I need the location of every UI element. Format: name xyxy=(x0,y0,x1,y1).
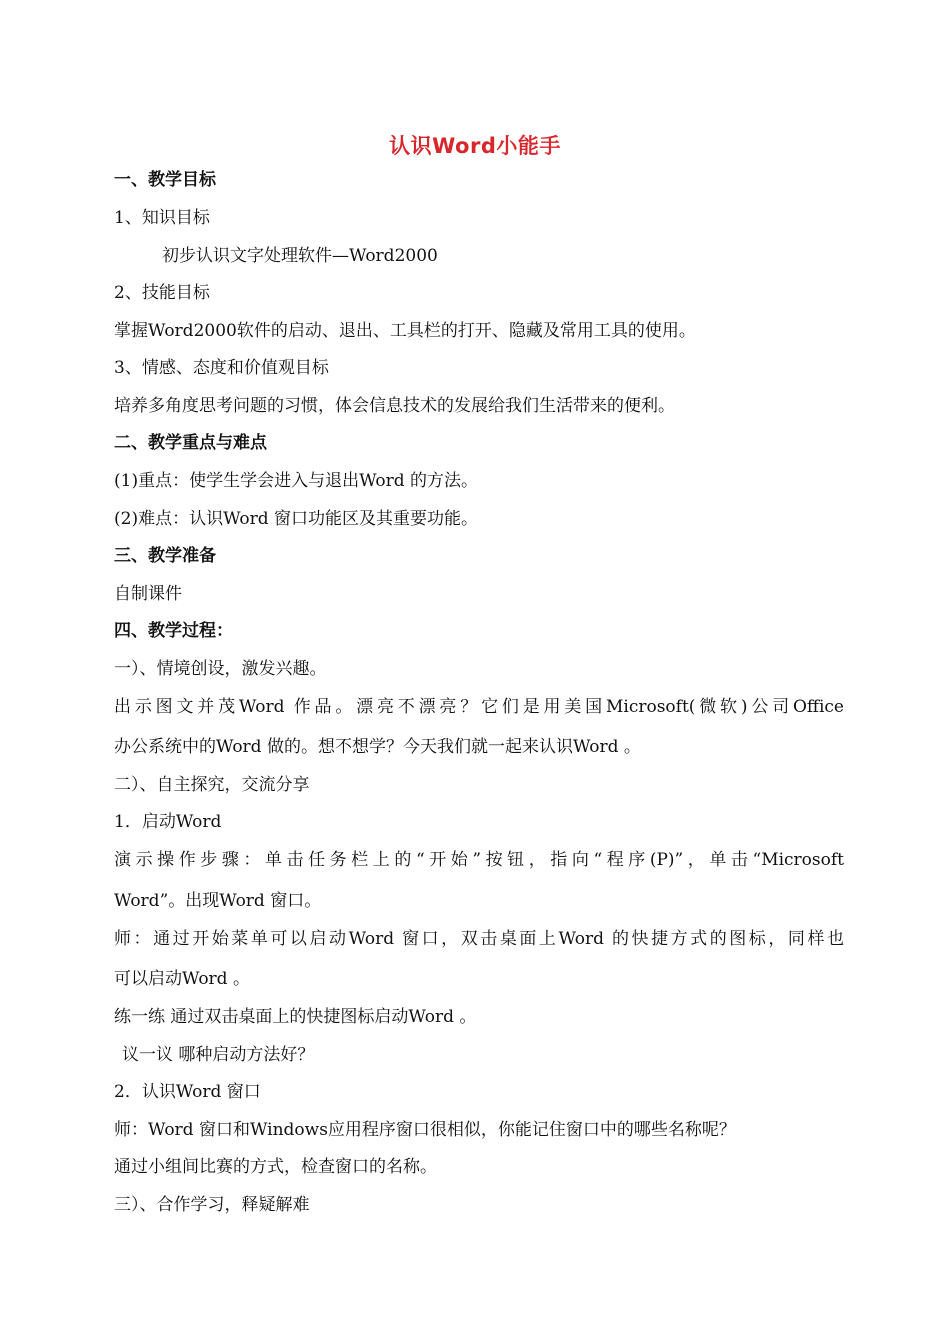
step-heading-start-word: 1．启动Word xyxy=(114,812,222,832)
paragraph-window-question: 师：Word 窗口和Windows应用程序窗口很相似，你能记住窗口中的哪些名称呢？ xyxy=(114,1120,736,1140)
paragraph-knowledge: 初步认识文字处理软件—Word2000 xyxy=(162,246,438,266)
paragraph-scenario-line2: 办公系统中的Word 做的。想不想学？今天我们就一起来认识Word 。 xyxy=(114,737,641,757)
paragraph-demo-line1: 演示操作步骤：单击任务栏上的“开始”按钮，指向“程序(P)”，单击“Microsoft xyxy=(114,850,844,870)
paragraph-window-check: 通过小组间比赛的方式，检查窗口的名称。 xyxy=(114,1157,437,1177)
subsection-heading-explore: 二）、自主探究，交流分享 xyxy=(114,775,310,795)
paragraph-teacher-line2: 可以启动Word 。 xyxy=(114,969,250,989)
subheading-attitude: 3、情感、态度和价值观目标 xyxy=(114,358,329,378)
section-heading-key-points: 二、教学重点与难点 xyxy=(114,433,267,453)
paragraph-skills: 掌握Word2000软件的启动、退出、工具栏的打开、隐藏及常用工具的使用。 xyxy=(114,321,696,341)
step-heading-window: 2．认识Word 窗口 xyxy=(114,1082,261,1102)
section-heading-preparation: 三、教学准备 xyxy=(114,546,216,566)
paragraph-difficulty: (2)难点：认识Word 窗口功能区及其重要功能。 xyxy=(114,509,479,529)
paragraph-key-point: (1)重点：使学生学会进入与退出Word 的方法。 xyxy=(114,471,479,491)
paragraph-demo-line2: Word”。出现Word 窗口。 xyxy=(114,891,322,911)
section-heading-objectives: 一、教学目标 xyxy=(114,170,216,190)
subsection-heading-scenario: 一）、情境创设，激发兴趣。 xyxy=(114,659,327,679)
subheading-knowledge: 1、知识目标 xyxy=(114,208,210,228)
paragraph-scenario-line1: 出示图文并茂Word 作品。漂亮不漂亮？它们是用美国Microsoft(微软)公司Office xyxy=(114,697,844,717)
subsection-heading-cooperate: 三）、合作学习，释疑解难 xyxy=(114,1195,310,1215)
section-heading-process: 四、教学过程： xyxy=(114,621,233,641)
paragraph-preparation: 自制课件 xyxy=(114,584,182,604)
paragraph-teacher-line1: 师：通过开始菜单可以启动Word 窗口，双击桌面上Word 的快捷方式的图标，同样也 xyxy=(114,929,844,949)
paragraph-discussion: 议一议 哪种启动方法好？ xyxy=(122,1045,315,1065)
subheading-skills: 2、技能目标 xyxy=(114,283,210,303)
document-title: 认识Word小能手 xyxy=(389,134,561,158)
paragraph-attitude: 培养多角度思考问题的习惯，体会信息技术的发展给我们生活带来的便利。 xyxy=(114,396,675,416)
paragraph-practice: 练一练 通过双击桌面上的快捷图标启动Word 。 xyxy=(114,1007,477,1027)
